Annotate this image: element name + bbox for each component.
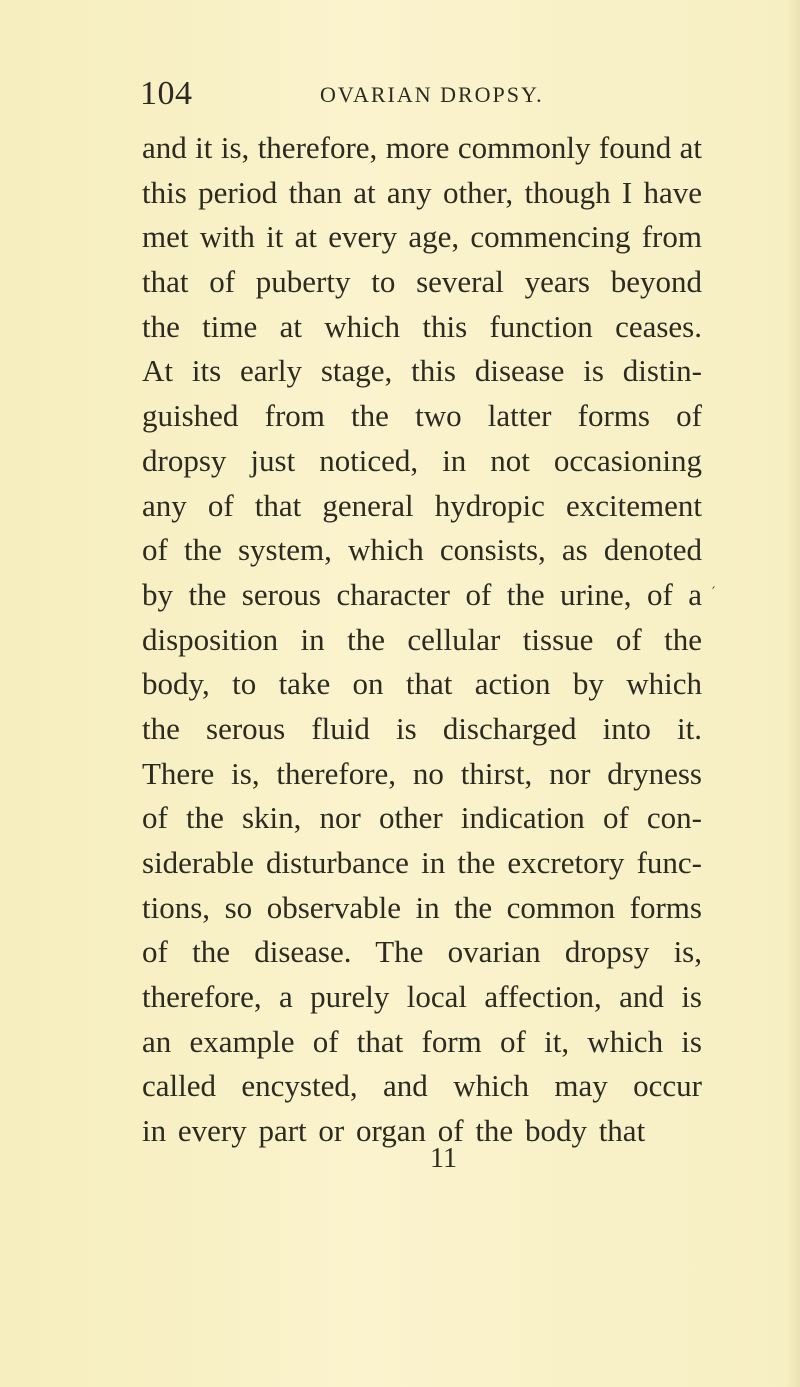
text-line: body, to take on that action by which	[142, 666, 702, 702]
page-edge-shadow	[786, 0, 800, 1387]
text-line: There is, therefore, no thirst, nor dryness	[142, 755, 702, 791]
text-line: called encysted, and which may occur	[142, 1068, 702, 1104]
text-line: of the disease. The ovarian dropsy is,	[142, 934, 702, 970]
text-line: disposition in the cellular tissue of the	[142, 621, 702, 657]
text-line: siderable disturbance in the excretory func-	[142, 845, 702, 880]
text-line: the serous fluid is discharged into it.	[142, 710, 702, 746]
text-line: and it is, therefore, more commonly found at	[142, 130, 702, 165]
text-line: dropsy just noticed, in not occasioning	[142, 442, 702, 478]
text-line: At its early stage, this disease is distin-	[142, 353, 702, 389]
running-head	[140, 74, 560, 114]
text-line: by the serous character of the urine, of a	[142, 576, 702, 612]
text-line: any of that general hydropic excitement	[142, 487, 702, 523]
text-line: the time at which this function ceases.	[142, 308, 702, 344]
text-line: guished from the two latter forms of	[142, 398, 702, 434]
text-line: of the system, which consists, as denoted	[142, 532, 702, 568]
text-line: this period than at any other, though I have	[142, 174, 702, 210]
signature-mark: 11	[430, 1143, 457, 1174]
page-number: 104	[140, 75, 193, 112]
text-line: tions, so observable in the common forms	[142, 889, 702, 925]
text-line: met with it at every age, commencing from	[142, 219, 702, 255]
text-line: in every part or organ of the body that	[142, 1113, 646, 1149]
running-title: OVARIAN DROPSY.	[320, 82, 544, 107]
text-line: that of puberty to several years beyond	[142, 264, 702, 300]
text-line: therefore, a purely local affection, and is	[142, 979, 702, 1015]
text-line: an example of that form of it, which is	[142, 1023, 702, 1059]
stray-ink-mark: ′	[712, 585, 716, 601]
body-text	[142, 126, 702, 1154]
text-line: of the skin, nor other indication of con-	[142, 800, 702, 836]
